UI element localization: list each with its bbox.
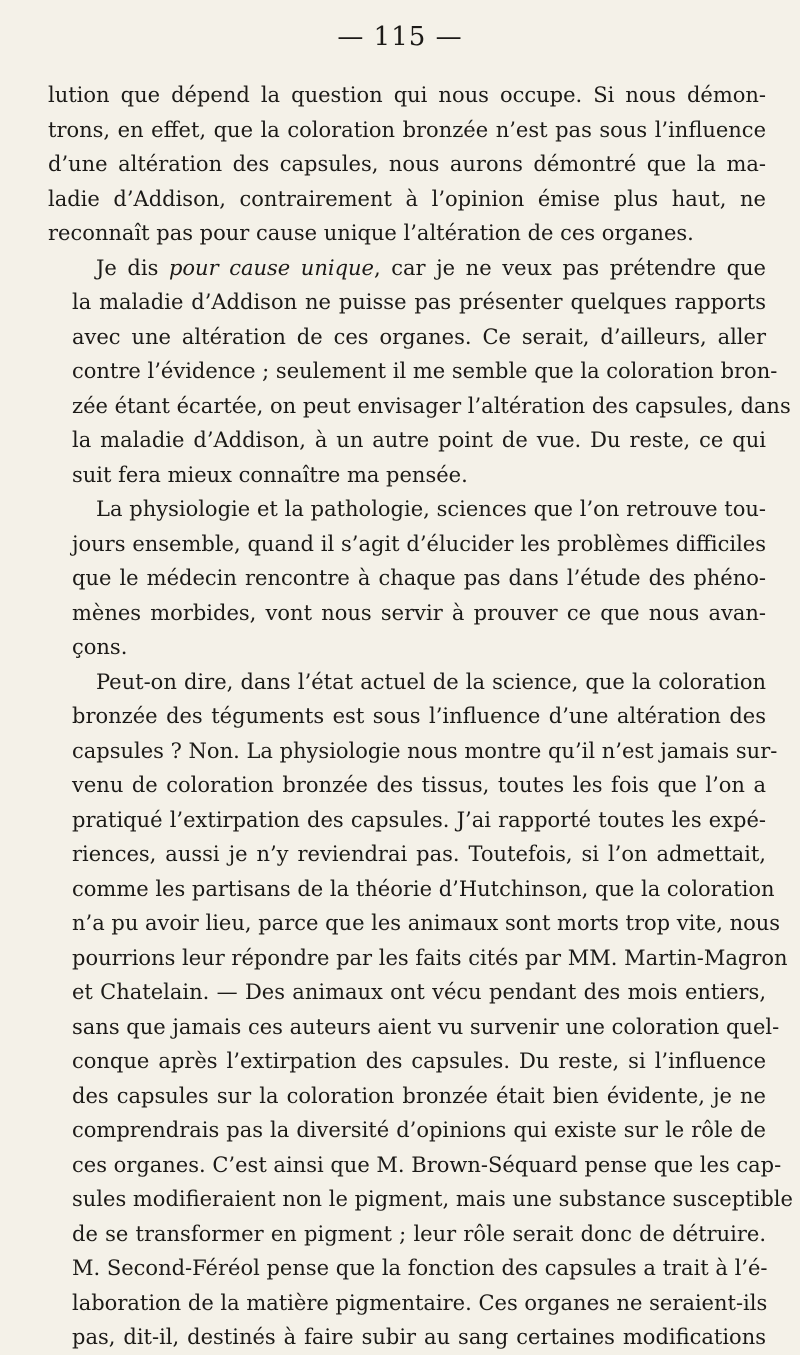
text-line: conque après l’extirpation des capsules. Du reste, si l’influence bbox=[72, 1049, 766, 1073]
text-line: ladie d’Addison, contrairement à l’opinion émise plus haut, ne bbox=[48, 186, 766, 211]
text-line: avec une altération de ces organes. Ce serait, d’ailleurs, aller bbox=[72, 324, 766, 349]
paragraph-3 bbox=[48, 492, 766, 665]
text-line: suit fera mieux connaître ma pensée. bbox=[72, 462, 468, 487]
body-text bbox=[48, 78, 793, 1355]
text-line: sans que jamais ces auteurs aient vu survenir une coloration quel- bbox=[72, 1014, 780, 1039]
text-line: Peut-on dire, dans l’état actuel de la science, que la coloration bbox=[96, 669, 766, 694]
text-line: d’une altération des capsules, nous aurons démontré que la ma- bbox=[48, 152, 766, 176]
text-line: sules modifieraient non le pigment, mais une substance susceptible bbox=[72, 1187, 793, 1211]
text-line: M. Second-Féréol pense que la fonction des capsules a trait à l’é- bbox=[72, 1256, 768, 1280]
text-line: reconnaît pas pour cause unique l’altération de ces organes. bbox=[48, 221, 694, 245]
italic-phrase: pour cause unique bbox=[168, 255, 374, 280]
text-line: lution que dépend la question qui nous occupe. Si nous démon- bbox=[48, 83, 766, 107]
text-run: , car je ne veux pas prétendre que bbox=[373, 255, 766, 280]
text-line: riences, aussi je n’y reviendrai pas. Toutefois, si l’on admettait, bbox=[72, 842, 766, 866]
text-line: ces organes. C’est ainsi que M. Brown-Séquard pense que les cap- bbox=[72, 1152, 782, 1177]
text-line: comprendrais pas la diversité d’opinions qui existe sur le rôle de bbox=[72, 1118, 766, 1142]
text-line: capsules ? Non. La physiologie nous montre qu’il n’est jamais sur- bbox=[72, 738, 778, 763]
paragraph-2 bbox=[48, 251, 791, 493]
text-run: Je dis bbox=[96, 255, 169, 280]
text-line: venu de coloration bronzée des tissus, toutes les fois que l’on a bbox=[72, 773, 766, 797]
text-line: trons, en effet, que la coloration bronzée n’est pas sous l’influence bbox=[48, 117, 766, 142]
text-line: la maladie d’Addison ne puisse pas présenter quelques rapports bbox=[72, 290, 766, 314]
text-line: que le médecin rencontre à chaque pas dans l’étude des phéno- bbox=[72, 566, 766, 590]
text-line: pourrions leur répondre par les faits cités par MM. Martin-Magron bbox=[72, 945, 788, 970]
text-line: jours ensemble, quand il s’agit d’élucider les problèmes difficiles bbox=[72, 531, 766, 556]
text-line bbox=[48, 251, 766, 286]
text-line: mènes morbides, vont nous servir à prouver ce que nous avan- bbox=[72, 600, 766, 625]
text-line: çons. bbox=[72, 635, 128, 659]
text-line: des capsules sur la coloration bronzée était bien évidente, je ne bbox=[72, 1083, 766, 1108]
text-line: La physiologie et la pathologie, sciences que l’on retrouve tou- bbox=[96, 497, 766, 521]
text-line: de se transformer en pigment ; leur rôle serait donc de détruire. bbox=[72, 1221, 766, 1246]
text-line: n’a pu avoir lieu, parce que les animaux sont morts trop vite, nous bbox=[72, 911, 781, 935]
paragraph-4 bbox=[48, 665, 793, 1355]
text-line: pas, dit-il, destinés à faire subir au sang certaines modifications bbox=[72, 1325, 766, 1349]
text-line: et Chatelain. — Des animaux ont vécu pendant des mois entiers, bbox=[72, 980, 766, 1004]
text-line: contre l’évidence ; seulement il me semble que la coloration bron- bbox=[72, 359, 778, 383]
text-line: laboration de la matière pigmentaire. Ces organes ne seraient-ils bbox=[72, 1290, 768, 1315]
text-line: pratiqué l’extirpation des capsules. J’ai rapporté toutes les expé- bbox=[72, 807, 766, 832]
text-line: bronzée des téguments est sous l’influence d’une altération des bbox=[72, 704, 766, 728]
paragraph-1 bbox=[48, 78, 766, 251]
page-number: — 115 — bbox=[337, 22, 463, 52]
text-line: zée étant écartée, on peut envisager l’altération des capsules, dans bbox=[72, 393, 791, 418]
text-line: comme les partisans de la théorie d’Hutchinson, que la coloration bbox=[72, 876, 775, 901]
text-line: la maladie d’Addison, à un autre point de vue. Du reste, ce qui bbox=[72, 428, 766, 452]
